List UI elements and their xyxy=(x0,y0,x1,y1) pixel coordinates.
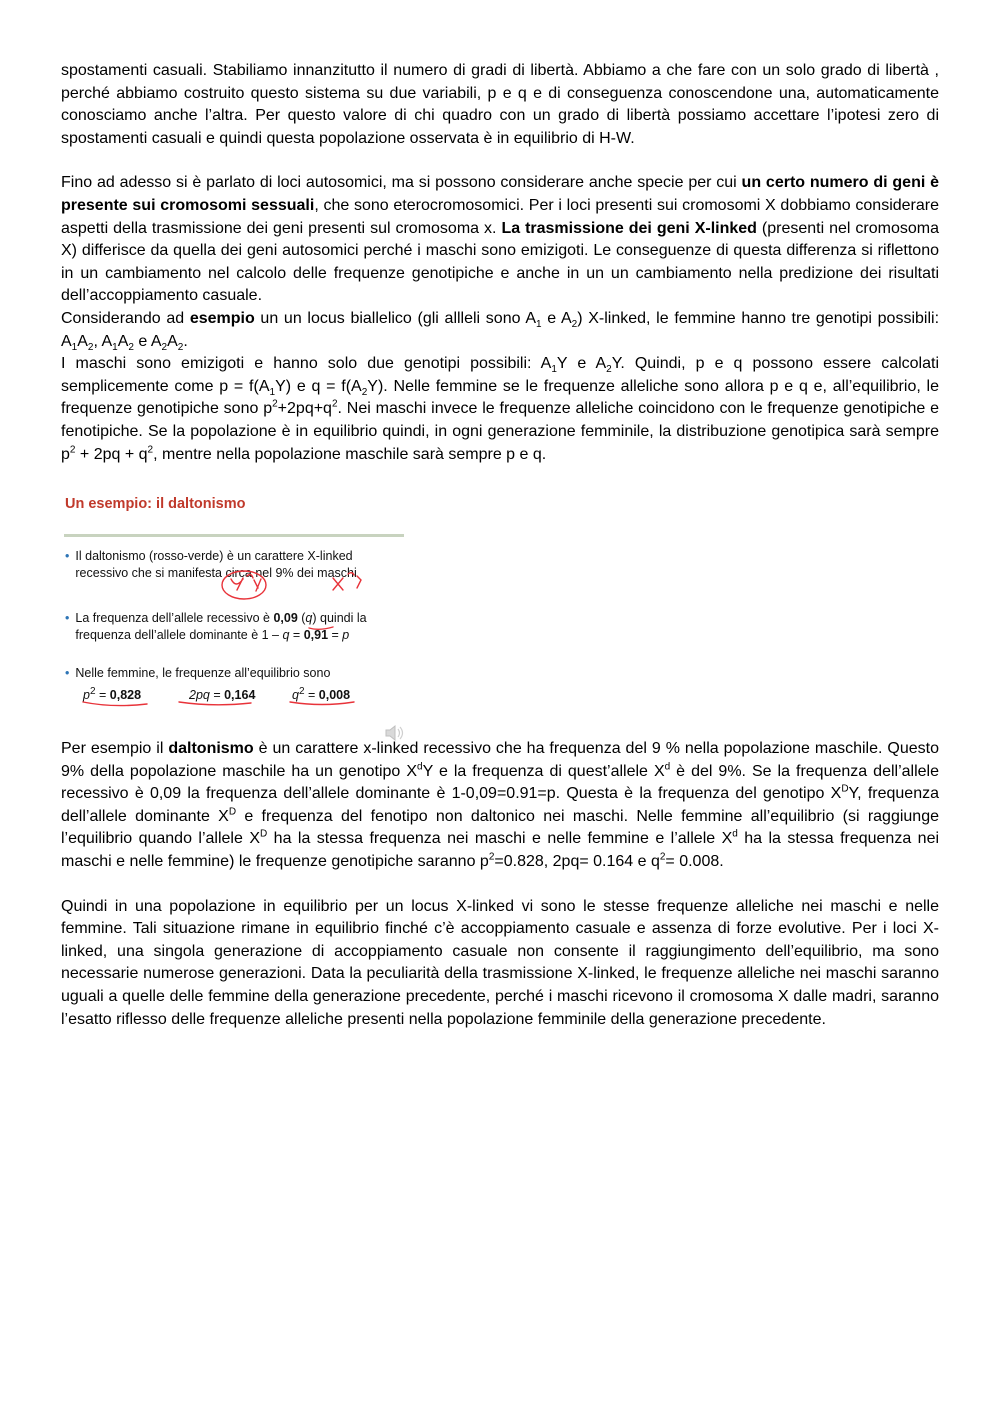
handwritten-annotations xyxy=(61,490,421,730)
freq-q-squared: $q^2 = 0,008$ xyxy=(292,685,351,703)
handwritten-xdy xyxy=(231,574,261,591)
paragraph-colorblindness: Per esempio il daltonismo è un carattere x-linked recessivo che ha frequenza del 9 % nella popolazione maschile. Questo 9% della popolazione maschile ha un genotipo $X^dY$ e la frequenza di quest’allele $X^d$ è del 9%. Se la frequenza dell’allele recessivo è 0,09 la frequenza dell’allele dominante è 1-0,09=0.91=p. Questa è la frequenza del genotipo $X^DY$, frequenza dell’allele dominante $X^D$ e frequenza del fenotipo non daltonico nei maschi. Nelle femmine all’equilibrio (si raggiunge l’equilibrio quando l’allele $X^D$ ha la stessa frequenza nei maschi e nelle femmine e l’allele $X^d$ ha la stessa frequenza nei maschi e nelle femmine) le frequenze genotipiche saranno $p^2=0.828$, 2pq= 0.164 e $q^2= 0.008$. xyxy=(61,740,940,871)
paragraph-x-linked-intro: Fino ad adesso si è parlato di loci autosomici, ma si possono considerare anche specie per cui un certo numero di geni è presente sui cromosomi sessuali, che sono eterocromosomici. Per i loci presenti sui cromosomi X dobbiamo considerare aspetti della trasmissione dei geni presenti sul cromosoma x. La trasmissione dei geni X-linked (presenti nel cromosoma X) differisce da quella dei geni autosomici perché i maschi sono emizigoti. Le conseguenze di questa differenza si riflettono in un cambiamento nel calcolo delle frequenze genotipiche e anche in un un cambiamento nella predizione dei risultati dell’accoppiamento casuale. xyxy=(61,174,940,305)
paragraph-hemizygous-males: I maschi sono emizigoti e hanno solo due genotipi possibili: $A_1Y$ e $A_2Y$. Quindi, p e q possono essere calcolati semplicemente come $p = f(A_1Y)$ e $q = f(A_2Y)$. Nelle femmine se le frequenze alleliche sono allora p e q e, all’equilibrio, le frequenze genotipiche sono $p^2+2pq+q^2$. Nei maschi invece le frequenze alleliche coincidono con le frequenze genotipiche e fenotipiche. Se la popolazione è in equilibrio quindi, in ogni generazione femminile, la distribuzione genotipica sarà sempre $p^2 + 2pq + q^2$, mentre nella popolazione maschile sarà sempre p e q. xyxy=(61,355,940,463)
freq-2pq: 2pq = 0,164 xyxy=(189,688,256,703)
bold-phrase: un certo numero di geni è presente sui cromosomi sessuali xyxy=(61,174,940,214)
circled-xdy-annotation xyxy=(222,571,266,599)
paragraph-text: spostamenti casuali. Stabiliamo innanzitutto il numero di gradi di libertà. Abbiamo a che fare con un solo grado di libertà , perché abbiamo costruito questo sistema su due variabili, p e q e di conseguenza conoscendone una, automaticamente conosciamo anche l’altra. Per questo valore di chi quadro con un grado di libertà possiamo accettare l’ipotesi zero di spostamenti casuali e quindi questa popolazione osservata è in equilibrio di H-W. xyxy=(61,62,939,147)
paragraph-biallelic-example: Considerando ad esempio un un locus biallelico (gli allleli sono $A_1$ e $A_2$) X-linked, le femmine hanno tre genotipi possibili: $A_1A_2$, $A_1A_2$ e $A_2A_2$. xyxy=(61,309,940,353)
slide-title: Un esempio: il daltonismo xyxy=(65,496,246,513)
slide-bullet: • La frequenza dell’allele recessivo è 0,09 (q) quindi la frequenza dell’allele dominante è 1 – q = 0,91 = p xyxy=(65,611,367,642)
bold-phrase: esempio xyxy=(189,309,255,327)
underline-q2 xyxy=(290,702,354,705)
paragraph-text: Quindi in una popolazione in equilibrio per un locus X-linked vi sono le stesse frequenze alleliche nei maschi e nelle femmine. Tali situazione rimane in equilibrio finché c’è accoppiamento casuale e assenza di forze evolutive. Per i loci X-linked, una singola generazione di accoppiamento casuale non consente il raggiungimento dell’equilibrio, ma sono necessarie numerose generazioni. Data la peculiarità della trasmissione X-linked, le frequenze alleliche nei maschi saranno uguali a quelle delle femmine della generazione precedente, perché i maschi ricevono il cromosoma X dalle madri, saranno l’esatto riflesso delle frequenze alleliche presenti nella popolazione femminile della generazione precedente. xyxy=(61,897,939,1028)
embedded-slide-image xyxy=(61,490,421,730)
bold-phrase: daltonismo xyxy=(168,740,254,758)
bullet-dot-icon: • xyxy=(65,666,70,681)
slide-bullet: • Il daltonismo (rosso-verde) è un carattere X-linked recessivo che si manifesta circa nel 9% dei maschi xyxy=(65,549,357,580)
slide-bullet: • Nelle femmine, le frequenze all’equilibrio sono xyxy=(65,666,331,681)
document-page xyxy=(61,60,939,1031)
underline-p2 xyxy=(83,702,147,706)
bullet-dot-icon: • xyxy=(65,611,70,626)
underline-091 xyxy=(309,627,333,629)
underline-2pq xyxy=(179,702,251,705)
freq-p-squared: $p^2 = 0,828$ xyxy=(83,685,142,703)
speaker-icon[interactable] xyxy=(383,722,405,744)
paragraph-degrees-of-freedom xyxy=(61,60,939,150)
bullet-dot-icon: • xyxy=(65,549,70,564)
paragraph-equilibrium-conclusion xyxy=(61,896,939,1032)
handwritten-xd xyxy=(333,573,361,590)
bold-phrase: La trasmissione dei geni X-linked xyxy=(501,219,757,237)
